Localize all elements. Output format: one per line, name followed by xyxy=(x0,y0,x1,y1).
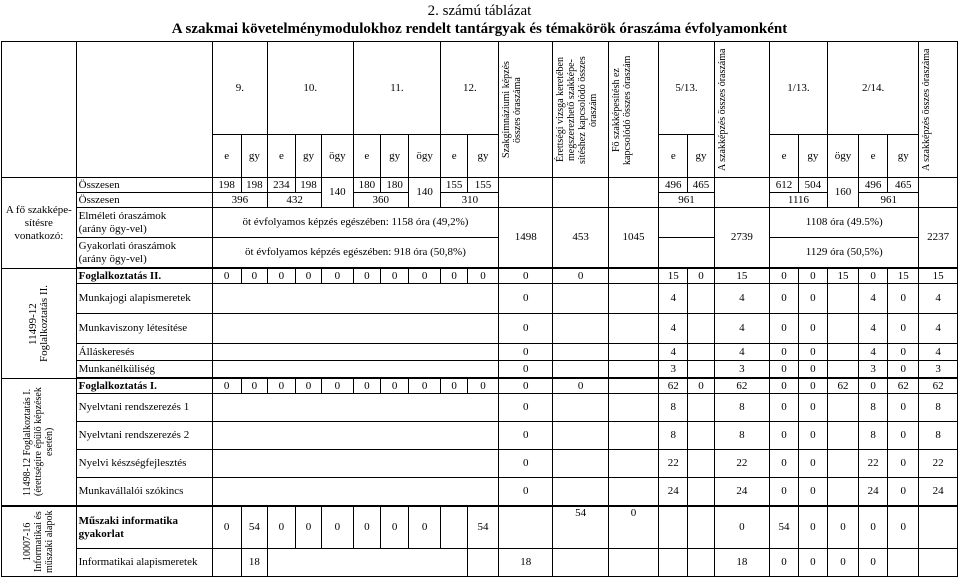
cell: 0 xyxy=(353,507,381,549)
cell: 496 xyxy=(859,178,888,193)
cell: 0 xyxy=(499,284,553,314)
gyakorlati-text: öt évfolyamos képzés egészében: 918 óra (50,8%) xyxy=(212,238,499,268)
informatikai-alap-label: Informatikai alapismeretek xyxy=(76,549,212,577)
cell: 0 xyxy=(381,269,409,284)
cell: 0 xyxy=(798,284,827,314)
cell: 0 xyxy=(381,379,409,394)
cell: 8 xyxy=(919,394,958,422)
cell: 198 xyxy=(241,178,267,193)
fogl2-label: Foglalkoztatás II. xyxy=(76,269,212,284)
elmeleti-label: Elméleti óraszámok xyxy=(78,209,167,222)
cell: 4 xyxy=(659,314,688,344)
cell: 0 xyxy=(688,379,714,394)
cell: 4 xyxy=(859,314,888,344)
cell: 3 xyxy=(659,361,688,378)
cell: 4 xyxy=(714,284,769,314)
cell: 0 xyxy=(798,394,827,422)
cell: 62 xyxy=(919,379,958,394)
cell: 3 xyxy=(919,361,958,378)
cell: 198 xyxy=(295,178,321,193)
muszaki-informatika-label: Műszaki informatika gyakorlat xyxy=(76,507,212,549)
munkanelkuliseg-label: Munkanélküliség xyxy=(76,361,212,378)
munkajogi-label: Munkajogi alapismeretek xyxy=(76,284,212,314)
cell: 0 xyxy=(827,549,858,577)
cell: 0 xyxy=(499,361,553,378)
cell: 0 xyxy=(888,344,919,361)
cell: 22 xyxy=(859,450,888,478)
cell: 0 xyxy=(295,269,321,284)
cell: 22 xyxy=(714,450,769,478)
cell: 496 xyxy=(659,178,688,193)
elmeleti-text: öt évfolyamos képzés egészében: 1158 óra (49,2%) xyxy=(212,208,499,238)
cell: 0 xyxy=(888,422,919,450)
cell: 8 xyxy=(714,394,769,422)
cell: 0 xyxy=(770,549,799,577)
cell: 8 xyxy=(859,422,888,450)
cell: 0 xyxy=(798,422,827,450)
cell: 15 xyxy=(888,269,919,284)
cell: 0 xyxy=(241,379,267,394)
cell: 4 xyxy=(859,344,888,361)
cell: 4 xyxy=(919,344,958,361)
cell: 0 xyxy=(770,379,799,394)
cell: 0 xyxy=(322,379,353,394)
cell: 0 xyxy=(441,269,467,284)
cell: 0 xyxy=(798,361,827,378)
cell: 0 xyxy=(353,269,381,284)
cell: 4 xyxy=(919,284,958,314)
cell: 0 xyxy=(888,361,919,378)
cell: 22 xyxy=(919,450,958,478)
cell: 0 xyxy=(353,379,381,394)
cell: 155 xyxy=(467,178,498,193)
cell: 0 xyxy=(553,379,608,394)
cell: 0 xyxy=(770,284,799,314)
header-empty-label xyxy=(76,42,212,178)
cell: 0 xyxy=(408,507,441,549)
sub-gy: gy xyxy=(798,135,827,178)
cell: 8 xyxy=(659,422,688,450)
cell: 0 xyxy=(381,507,409,549)
cell: 24 xyxy=(659,478,688,506)
cell: 0 xyxy=(467,269,498,284)
elmeleti-ratio-label: (arány ögy-vel) xyxy=(78,222,147,235)
cell: 360 xyxy=(353,193,408,208)
cell: 0 xyxy=(770,422,799,450)
allaskereses-label: Álláskeresés xyxy=(76,344,212,361)
sub-e: e xyxy=(268,135,296,178)
cell: 18 xyxy=(714,549,769,577)
cell: 24 xyxy=(714,478,769,506)
cell: 0 xyxy=(798,549,827,577)
cell: 0 xyxy=(688,269,714,284)
cell: 234 xyxy=(268,178,296,193)
nyelvi-keszseg-label: Nyelvi készségfejlesztés xyxy=(76,450,212,478)
cell: 24 xyxy=(919,478,958,506)
cell: 54 xyxy=(241,507,267,549)
cell: 0 xyxy=(608,507,659,549)
cell: 465 xyxy=(888,178,919,193)
cell: 0 xyxy=(859,507,888,549)
cell: 2237 xyxy=(919,208,958,268)
cell: 0 xyxy=(798,478,827,506)
gyakorlati-label: Gyakorlati óraszámok xyxy=(78,239,177,252)
cell: 0 xyxy=(268,379,296,394)
cell: 0 xyxy=(714,507,769,549)
cell: 15 xyxy=(659,269,688,284)
cell: 0 xyxy=(408,269,441,284)
cell: 180 xyxy=(381,178,409,193)
cell: 4 xyxy=(714,314,769,344)
cell: 0 xyxy=(888,478,919,506)
munkavallaloi-label: Munkavállalói szókincs xyxy=(76,478,212,506)
cell: 8 xyxy=(919,422,958,450)
cell: 22 xyxy=(659,450,688,478)
cell: 961 xyxy=(859,193,919,208)
cell: 62 xyxy=(827,379,858,394)
cell: 4 xyxy=(659,344,688,361)
grade-1-13: 1/13. xyxy=(770,42,828,135)
cell: 612 xyxy=(770,178,799,193)
cell: 396 xyxy=(212,193,267,208)
cell: 0 xyxy=(553,269,608,284)
sub-e: e xyxy=(441,135,467,178)
cell: 54 xyxy=(467,507,498,549)
cell: 0 xyxy=(859,549,888,577)
sub-ogy: ögy xyxy=(827,135,858,178)
cell: 15 xyxy=(919,269,958,284)
cell: 0 xyxy=(770,314,799,344)
sub-e: e xyxy=(353,135,381,178)
cell: 0 xyxy=(499,269,553,284)
cell: 0 xyxy=(770,361,799,378)
sub-e: e xyxy=(659,135,688,178)
cell: 1498 xyxy=(499,208,553,268)
cell: 140 xyxy=(322,178,353,208)
sub-gy: gy xyxy=(467,135,498,178)
cell: 62 xyxy=(659,379,688,394)
cell: 15 xyxy=(714,269,769,284)
cell: 4 xyxy=(859,284,888,314)
cell: 0 xyxy=(322,269,353,284)
cell: 432 xyxy=(268,193,322,208)
cell: 0 xyxy=(295,507,321,549)
cell: 0 xyxy=(295,379,321,394)
sub-gy: gy xyxy=(381,135,409,178)
sub-e: e xyxy=(212,135,241,178)
cell: 0 xyxy=(798,344,827,361)
grade-10: 10. xyxy=(268,42,353,135)
cell: 4 xyxy=(714,344,769,361)
cell: 0 xyxy=(241,269,267,284)
osszesen-label: Összesen xyxy=(76,193,212,208)
cell: 0 xyxy=(888,314,919,344)
cell: 0 xyxy=(499,478,553,506)
cell: 310 xyxy=(441,193,499,208)
gyakorlati-ratio-label: (arány ögy-vel) xyxy=(78,252,147,265)
munkaviszony-label: Munkaviszony létesítése xyxy=(76,314,212,344)
cell: 0 xyxy=(467,379,498,394)
szakkepzes-osszes-header-2: A szakképzés összes óraszáma xyxy=(921,48,933,171)
sub-gy: gy xyxy=(295,135,321,178)
cell: 0 xyxy=(499,422,553,450)
cell: 504 xyxy=(798,178,827,193)
cell: 160 xyxy=(827,178,858,208)
grade-12: 12. xyxy=(441,42,499,135)
cell: 62 xyxy=(714,379,769,394)
cell: 0 xyxy=(770,269,799,284)
cell: 0 xyxy=(268,269,296,284)
cell: 4 xyxy=(659,284,688,314)
cell: 0 xyxy=(441,379,467,394)
cell: 0 xyxy=(770,450,799,478)
cell: 0 xyxy=(770,344,799,361)
cell: 0 xyxy=(408,379,441,394)
cell: 8 xyxy=(659,394,688,422)
fogl1-label: Foglalkoztatás I. xyxy=(76,379,212,394)
sub-e: e xyxy=(859,135,888,178)
cell: 0 xyxy=(859,379,888,394)
cell: 8 xyxy=(859,394,888,422)
cell: 0 xyxy=(798,269,827,284)
cell: 18 xyxy=(499,549,553,577)
cell: 24 xyxy=(859,478,888,506)
erettsegi-header: Érettségi vizsga keretében megszerezhető szakképe-sítéshez kapcsolódó összes óraszám xyxy=(555,55,600,164)
cell: 1045 xyxy=(608,208,659,268)
grade-2-14: 2/14. xyxy=(827,42,919,135)
cell: 961 xyxy=(659,193,714,208)
cell: 0 xyxy=(798,507,827,549)
cell: 0 xyxy=(499,394,553,422)
grade-11: 11. xyxy=(353,42,441,135)
module-11498-label: 11498-12 Foglalkoztatás I. (érettségire épülő képzések esetén) xyxy=(22,387,56,497)
sub-gy: gy xyxy=(241,135,267,178)
cell: 54 xyxy=(553,507,608,549)
table-title: A szakmai követelménymodulokhoz rendelt tantárgyak és témakörök óraszáma évfolyamonként xyxy=(171,21,788,37)
cell: 0 xyxy=(212,507,241,549)
grade-9: 9. xyxy=(212,42,267,135)
cell: 4 xyxy=(919,314,958,344)
cell: 62 xyxy=(888,379,919,394)
main-qualification-label: A fő szakképe-sítésre vonatkozó: xyxy=(2,178,77,269)
cell: 155 xyxy=(441,178,467,193)
cell: 0 xyxy=(770,394,799,422)
nyelvtani-2-label: Nyelvtani rendszerezés 2 xyxy=(76,422,212,450)
sub-gy: gy xyxy=(888,135,919,178)
cell: 3 xyxy=(714,361,769,378)
fo-szakkepesites-header: Fő szakképesítésh ez kapcsolódó összes óraszám xyxy=(610,54,633,165)
cell: 0 xyxy=(888,450,919,478)
curriculum-table xyxy=(1,41,958,577)
cell: 0 xyxy=(499,314,553,344)
grade-5-13: 5/13. xyxy=(659,42,714,135)
cell: 0 xyxy=(770,478,799,506)
module-11499-label: 11499-12 Foglalkoztatás II. xyxy=(26,285,50,362)
cell: 0 xyxy=(268,507,296,549)
cell: 8 xyxy=(714,422,769,450)
cell: 0 xyxy=(798,379,827,394)
cell: 2739 xyxy=(714,208,769,268)
module-10007-label: 10007-16 Informatikai és műszaki alapok xyxy=(22,510,56,573)
table-number: 2. számú táblázat xyxy=(427,3,532,19)
cell: 0 xyxy=(798,314,827,344)
header-empty-side xyxy=(2,42,77,178)
cell: 54 xyxy=(770,507,799,549)
szakkepzes-osszes-header-1: A szakképzés összes óraszáma xyxy=(716,48,728,171)
osszesen-label: Összesen xyxy=(76,178,212,193)
sub-gy: gy xyxy=(688,135,714,178)
elmeleti-text-2: 1108 óra (49.5%) xyxy=(770,208,919,238)
cell: 0 xyxy=(322,507,353,549)
cell: 0 xyxy=(499,344,553,361)
szakgimn-header: Szakgimnáziumi képzés összes óraszáma xyxy=(501,61,524,158)
cell: 0 xyxy=(888,284,919,314)
cell: 0 xyxy=(888,507,919,549)
cell: 140 xyxy=(408,178,441,208)
sub-e: e xyxy=(770,135,799,178)
cell: 453 xyxy=(553,208,608,268)
cell: 0 xyxy=(859,269,888,284)
cell: 0 xyxy=(827,507,858,549)
gyakorlati-text-2: 1129 óra (50,5%) xyxy=(770,238,919,268)
cell: 0 xyxy=(499,379,553,394)
cell: 465 xyxy=(688,178,714,193)
cell: 1116 xyxy=(770,193,828,208)
cell: 18 xyxy=(241,549,267,577)
sub-ogy: ögy xyxy=(408,135,441,178)
sub-ogy: ögy xyxy=(322,135,353,178)
cell: 0 xyxy=(212,269,241,284)
cell: 0 xyxy=(499,450,553,478)
cell: 180 xyxy=(353,178,381,193)
cell: 3 xyxy=(859,361,888,378)
cell: 0 xyxy=(798,450,827,478)
cell: 0 xyxy=(888,394,919,422)
cell: 0 xyxy=(212,379,241,394)
cell: 15 xyxy=(827,269,858,284)
nyelvtani-1-label: Nyelvtani rendszerezés 1 xyxy=(76,394,212,422)
cell: 198 xyxy=(212,178,241,193)
